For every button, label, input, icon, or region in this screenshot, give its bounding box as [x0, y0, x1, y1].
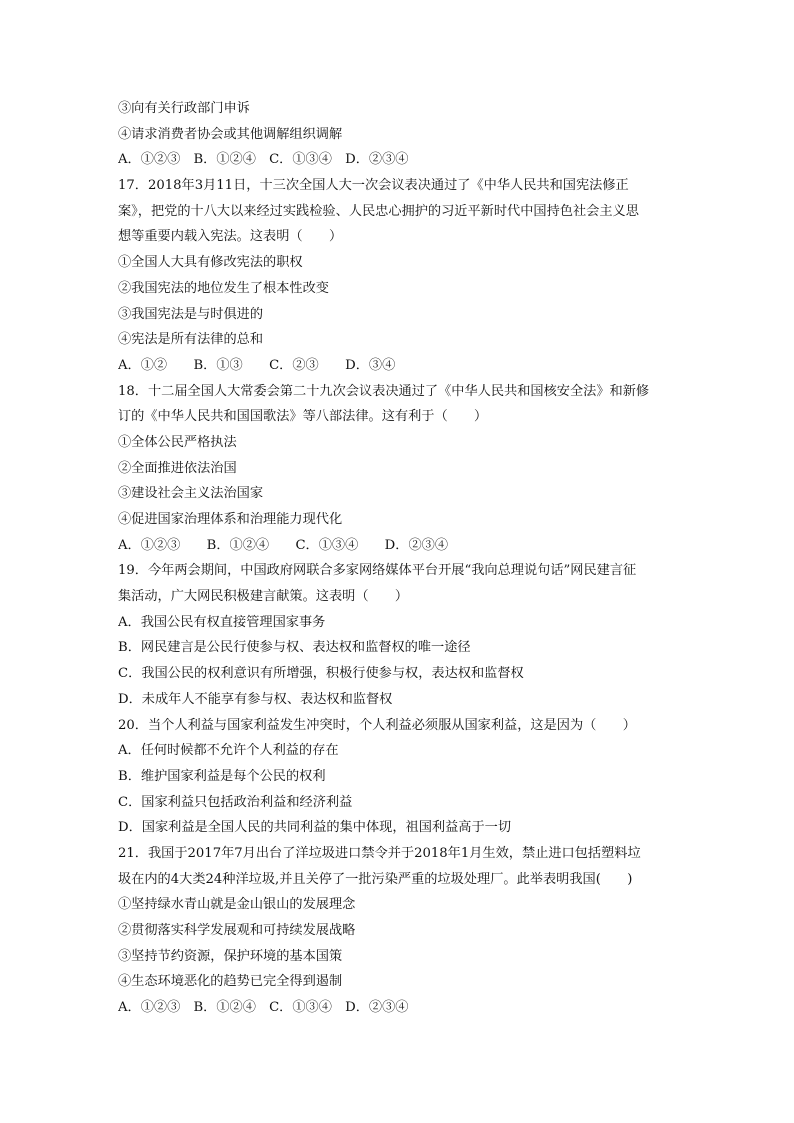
- question-text-line: C．国家利益只包括政治利益和经济利益: [118, 794, 353, 810]
- question-text-line: ②我国宪法的地位发生了根本性改变: [118, 280, 329, 296]
- question-text-line: A．①②③ B．①②④ C．①③④ D．②③④: [118, 152, 409, 168]
- question-text-line: ③坚持节约资源，保护环境的基本国策: [118, 948, 343, 964]
- question-text-line: A．我国公民有权直接管理国家事务: [118, 614, 326, 630]
- question-text-line: 想等重要内载入宪法。这表明（ ）: [118, 229, 343, 245]
- question-20: [118, 713, 678, 841]
- question-text-line: ③向有关行政部门申诉: [118, 101, 250, 116]
- question-text-line: D．国家利益是全国人民的共同利益的集中体现，祖国利益高于一切: [118, 820, 512, 836]
- question-text-line: D．未成年人不能享有参与权、表达权和监督权: [118, 691, 393, 707]
- question-text-line: 19．今年两会期间，中国政府网联合多家网络媒体平台开展“我向总理说句话”网民建言征: [118, 563, 637, 579]
- question-text-line: 21．我国于2017年7月出台了洋垃圾进口禁令并于2018年1月生效，禁止进口包括塑料垃: [118, 845, 641, 861]
- question-text-line: ④宪法是所有法律的总和: [118, 332, 264, 348]
- question-text-line: 集活动，广大网民积极建言献策。这表明（ ）: [118, 589, 409, 605]
- question-text-line: ①全体公民严格执法: [118, 434, 237, 450]
- question-18: [118, 379, 678, 559]
- question-text-line: A．任何时候都不允许个人利益的存在: [118, 743, 339, 759]
- question-text-line: ①全国人大具有修改宪法的职权: [118, 255, 303, 271]
- question-text-line: C．我国公民的权利意识有所增强，积极行使参与权，表达权和监督权: [118, 666, 524, 682]
- question-text-line: 20．当个人利益与国家利益发生冲突时，个人利益必须服从国家利益，这是因为（ ）: [118, 717, 636, 733]
- question-19: [118, 558, 678, 712]
- question-text-line: 17．2018年3月11日，十三次全国人大一次会议表决通过了《中华人民共和国宪法修正: [118, 178, 629, 194]
- question-text-line: B．维护国家利益是每个公民的权利: [118, 768, 326, 784]
- question-text-line: A．①②③ B．①②④ C．①③④ D．②③④: [118, 537, 449, 553]
- question-text-line: ④请求消费者协会或其他调解组织调解: [118, 126, 343, 142]
- question-21: [118, 841, 678, 1021]
- question-text-line: ④生态环境恶化的趋势已完全得到遏制: [118, 974, 343, 990]
- question-text-line: ③我国宪法是与时俱进的: [118, 306, 264, 322]
- question-text-line: 圾在内的4大类24种洋垃圾,并且关停了一批污染严重的垃圾处理厂。此举表明我国( ): [118, 871, 633, 887]
- question-text-line: ②贯彻落实科学发展观和可持续发展战略: [118, 923, 356, 938]
- question-text-line: ③建设社会主义法治国家: [118, 486, 264, 502]
- question-text-line: A．①② B．①③ C．②③ D．③④: [118, 357, 396, 373]
- question-text-line: A．①②③ B．①②④ C．①③④ D．②③④: [118, 1000, 409, 1016]
- question-content: [118, 96, 678, 1021]
- question-text-line: ④促进国家治理体系和治理能力现代化: [118, 512, 343, 527]
- question-text-line: 18．十二届全国人大常委会第二十九次会议表决通过了《中华人民共和国核安全法》和新修: [118, 383, 650, 399]
- question-text-line: ①坚持绿水青山就是金山银山的发展理念: [118, 897, 356, 913]
- question-16-continued: [118, 96, 678, 173]
- question-text-line: 订的《中华人民共和国国歌法》等八部法律。这有利于（ ）: [118, 409, 488, 425]
- question-text-line: 案》，把党的十八大以来经过实践检验、人民忠心拥护的习近平新时代中国持色社会主义思: [118, 203, 639, 219]
- question-text-line: B．网民建言是公民行使参与权、表达权和监督权的唯一途径: [118, 640, 471, 656]
- question-text-line: ②全面推进依法治国: [118, 460, 237, 476]
- question-17: [118, 173, 678, 379]
